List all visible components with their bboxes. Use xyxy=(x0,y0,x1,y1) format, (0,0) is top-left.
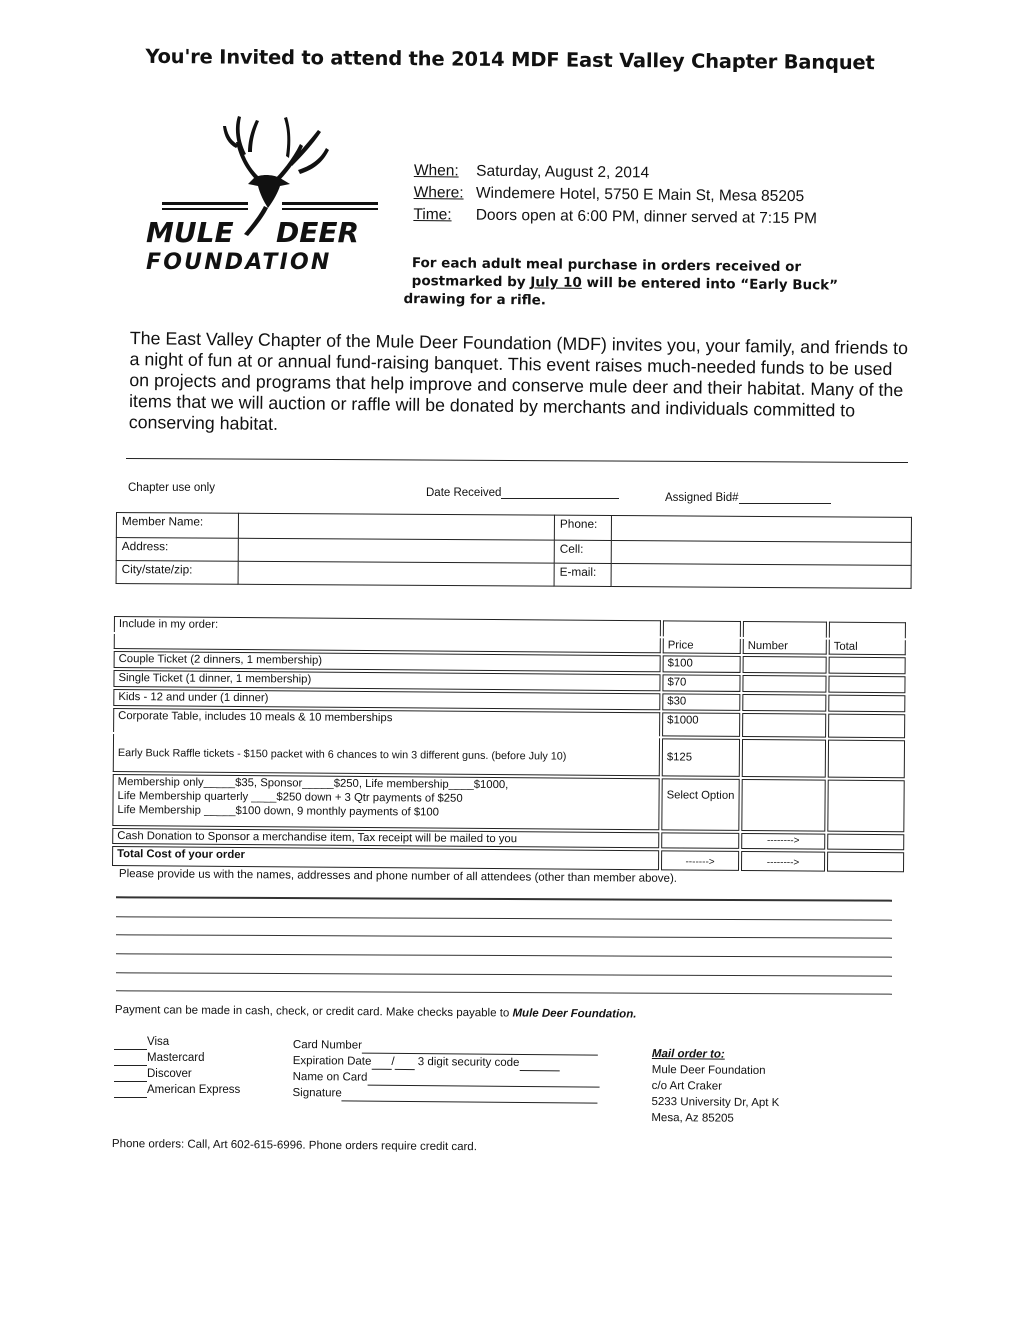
order-number-input[interactable] xyxy=(742,675,826,693)
card-option-visa[interactable] xyxy=(114,1034,240,1050)
card-label: Visa xyxy=(147,1036,170,1048)
card-number-label: Card Number xyxy=(292,1038,363,1052)
member-info-table xyxy=(116,512,912,589)
discover-checkbox[interactable] xyxy=(114,1070,147,1082)
donation-arrow: --------> xyxy=(741,833,825,850)
order-item: Early Buck Raffle tickets - $150 packet with 6 chances to win 3 different guns. (before July 10) xyxy=(113,734,660,776)
member-name-label: Member Name: xyxy=(116,513,238,539)
city-label: City/state/zip: xyxy=(116,561,238,585)
phone-label: Phone: xyxy=(554,515,611,540)
mail-line: 5233 University Dr, Apt K xyxy=(651,1095,780,1110)
page-title: You're Invited to attend the 2014 MDF East Valley Chapter Banquet xyxy=(145,44,875,75)
membership-line2: Life Membership quarterly ____$250 down + 3 Qtr payments of $250 xyxy=(117,790,463,805)
early-buck-line2-pre: postmarked by xyxy=(411,273,531,291)
security-code-label: 3 digit security code xyxy=(417,1056,520,1069)
cell-label: Cell: xyxy=(554,540,611,563)
exp-year-line[interactable] xyxy=(395,1058,415,1070)
order-price: $125 xyxy=(662,738,740,777)
signature-label: Signature xyxy=(292,1086,342,1100)
attendees-prompt: Please provide us with the names, addresses and phone number of all attendees (other than member above). xyxy=(118,868,678,885)
order-price: $1000 xyxy=(662,712,740,737)
order-total-input[interactable] xyxy=(829,657,906,675)
order-total-input[interactable] xyxy=(827,780,904,833)
logo-text-mule: MULE xyxy=(146,216,234,249)
card-type-list xyxy=(114,1034,240,1098)
time-label: Time: xyxy=(413,205,452,224)
address-input[interactable] xyxy=(238,538,554,563)
card-option-amex[interactable] xyxy=(114,1082,240,1098)
logo-text-deer: DEER xyxy=(276,216,360,249)
order-header: Include in my order: xyxy=(114,616,661,636)
order-item: Single Ticket (1 dinner, 1 membership) xyxy=(113,670,660,691)
total-arrow-2: --------> xyxy=(741,851,825,872)
payee-name: Mule Deer Foundation. xyxy=(512,1007,637,1021)
order-row-membership xyxy=(112,774,904,832)
expiration-label: Expiration Date xyxy=(292,1054,372,1068)
time-value: Doors open at 6:00 PM, dinner served at 7:15 PM xyxy=(475,206,818,228)
where-label: Where: xyxy=(413,183,464,202)
member-name-input[interactable] xyxy=(238,513,554,540)
order-price: $100 xyxy=(663,655,741,673)
number-col-header: Number xyxy=(743,639,827,655)
card-option-discover[interactable] xyxy=(114,1066,240,1082)
date-received-line[interactable] xyxy=(501,487,619,499)
signature-line[interactable] xyxy=(342,1089,598,1103)
order-number-input[interactable] xyxy=(742,739,826,778)
order-number-input[interactable] xyxy=(741,779,825,832)
price-col-header: Price xyxy=(663,638,741,654)
event-details xyxy=(413,160,817,230)
order-total-input[interactable] xyxy=(828,714,905,739)
early-buck-line3: drawing for a rifle. xyxy=(403,290,547,309)
early-buck-line2-post: will be entered into “Early Buck” xyxy=(581,274,839,294)
early-buck-notice xyxy=(403,254,904,313)
membership-line3: Life Membership _____$100 down, 9 monthly payments of $100 xyxy=(117,804,440,819)
order-total-input[interactable] xyxy=(828,695,905,713)
early-buck-line1: For each adult meal purchase in orders received or xyxy=(411,255,802,276)
card-details xyxy=(292,1037,599,1104)
mule-deer-foundation-logo xyxy=(140,112,390,277)
email-input[interactable] xyxy=(611,564,911,589)
attendees-line-4[interactable] xyxy=(116,953,892,957)
when-label: When: xyxy=(413,161,459,180)
email-label: E-mail: xyxy=(554,563,611,586)
card-label: Mastercard xyxy=(147,1052,205,1064)
where-value: Windemere Hotel, 5750 E Main St, Mesa 85205 xyxy=(475,184,805,206)
order-item: Couple Ticket (2 dinners, 1 membership) xyxy=(114,651,661,672)
city-input[interactable] xyxy=(238,561,554,586)
mail-line: Mule Deer Foundation xyxy=(651,1063,766,1077)
order-total-input[interactable] xyxy=(828,740,905,779)
event-time xyxy=(413,204,817,230)
donation-total-input[interactable] xyxy=(827,834,904,851)
membership-line1: Membership only_____$35, Sponsor_____$250, Life membership____$1000, xyxy=(117,776,509,792)
order-number-input[interactable] xyxy=(742,713,826,738)
date-received-field[interactable] xyxy=(426,487,619,499)
mail-order-title: Mail order to: xyxy=(651,1047,725,1061)
chapter-use-only: Chapter use only xyxy=(128,482,215,494)
card-label: American Express xyxy=(147,1084,241,1096)
payment-intro-text: Payment can be made in cash, check, or credit card. Make checks payable to xyxy=(114,1003,513,1020)
mail-line: c/o Art Craker xyxy=(651,1079,723,1093)
donation-item: Cash Donation to Sponsor a merchandise item, Tax receipt will be mailed to you xyxy=(112,828,659,848)
attendees-line-5[interactable] xyxy=(116,972,892,976)
select-option-price: Select Option xyxy=(661,778,739,831)
name-on-card-label: Name on Card xyxy=(292,1070,368,1084)
visa-checkbox[interactable] xyxy=(114,1038,147,1050)
attendees-line-6[interactable] xyxy=(116,990,892,994)
mastercard-checkbox[interactable] xyxy=(114,1054,147,1066)
card-option-mastercard[interactable] xyxy=(114,1050,240,1066)
assigned-bid-line[interactable] xyxy=(739,492,831,504)
phone-input[interactable] xyxy=(611,516,911,543)
order-row-corporate xyxy=(113,708,905,738)
order-number-input[interactable] xyxy=(742,694,826,712)
total-arrow-1: -------> xyxy=(661,850,739,871)
cell-input[interactable] xyxy=(611,541,911,566)
payment-intro xyxy=(115,1002,637,1023)
order-price: $30 xyxy=(662,693,740,711)
assigned-bid-label: Assigned Bid# xyxy=(665,492,739,504)
order-item: Corporate Table, includes 10 meals & 10 memberships xyxy=(113,708,660,736)
card-label: Discover xyxy=(147,1068,192,1080)
order-item: Kids - 12 and under (1 dinner) xyxy=(113,689,660,710)
total-col-header: Total xyxy=(829,640,906,656)
early-buck-date: July 10 xyxy=(530,274,582,291)
membership-options xyxy=(112,774,659,830)
deer-antlers-icon xyxy=(140,112,390,277)
mail-order-address xyxy=(651,1046,780,1127)
order-row-raffle xyxy=(113,734,905,778)
order-number-input[interactable] xyxy=(743,656,827,674)
grand-total-input[interactable] xyxy=(827,852,904,873)
date-received-label: Date Received xyxy=(426,487,502,499)
amex-checkbox[interactable] xyxy=(114,1086,147,1098)
when-value: Saturday, August 2, 2014 xyxy=(476,162,650,182)
order-table xyxy=(110,614,908,874)
expiration-field[interactable]: Expiration Date / 3 digit security code xyxy=(293,1053,600,1072)
attendees-line-2[interactable] xyxy=(116,916,892,920)
attendees-line-3[interactable] xyxy=(116,934,892,938)
section-divider xyxy=(126,458,908,463)
order-price: $70 xyxy=(662,674,740,692)
assigned-bid-field[interactable] xyxy=(665,492,831,504)
security-code-line[interactable] xyxy=(519,1059,559,1071)
address-label: Address: xyxy=(116,538,238,562)
intro-paragraph: The East Valley Chapter of the Mule Deer Foundation (MDF) invites you, your family, and friends to a night of fun at or annual fund-raising banquet. This event raises much-needed funds to be used on projects and programs that help improve and conserve mule deer and their habitat. Many of the items that we will auction or raffle will be donated by merchants and individuals committed to conserving habitat. xyxy=(128,328,909,434)
logo-text-foundation: FOUNDATION xyxy=(146,250,332,275)
phone-orders-note: Phone orders: Call, Art 602-615-6996. Phone orders require credit card. xyxy=(111,1137,477,1154)
exp-month-line[interactable] xyxy=(371,1058,391,1070)
signature-field[interactable] xyxy=(292,1085,599,1104)
attendees-line-1[interactable] xyxy=(116,896,892,901)
order-total-input[interactable] xyxy=(828,676,905,694)
mail-line: Mesa, Az 85205 xyxy=(651,1111,734,1125)
total-cost-label: Total Cost of your order xyxy=(112,846,659,870)
